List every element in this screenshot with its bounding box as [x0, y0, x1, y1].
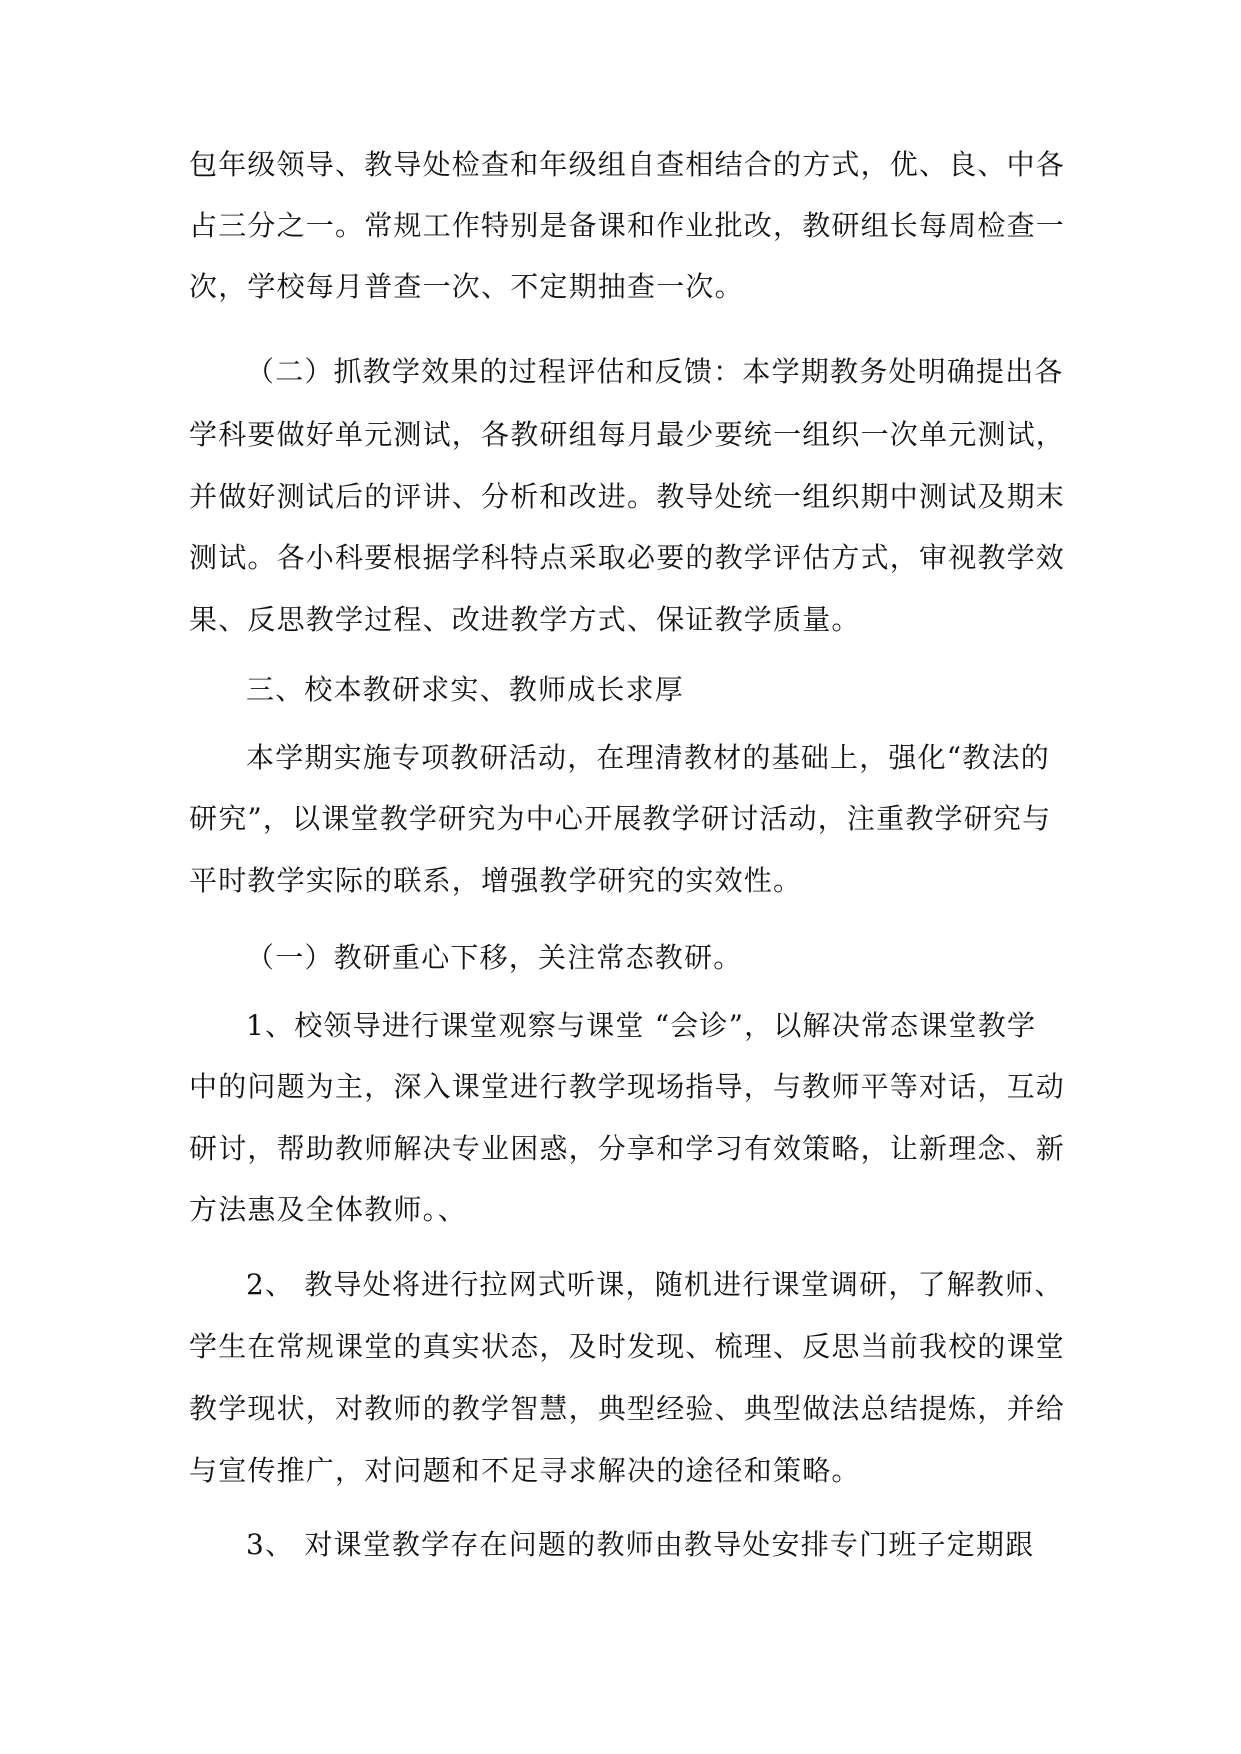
text-line: 果、反思教学过程、改进教学方式、保证教学质量。 [189, 603, 861, 636]
text-line: 2、 教导处将进行拉网式听课，随机进行课堂调研，了解教师、 [246, 1268, 1064, 1301]
text-line: 方法惠及全体教师。、 [189, 1193, 468, 1226]
text-line: 1、校领导进行课堂观察与课堂 “会诊”，以解决常态课堂教学 [246, 1009, 1037, 1042]
text-line: 本学期实施专项教研活动，在理清教材的基础上，强化“教法的 [246, 741, 1050, 774]
text-line: 并做好测试后的评讲、分析和改进。教导处统一组织期中测试及期末 [189, 480, 1066, 513]
text-line: 测试。各小科要根据学科特点采取必要的教学评估方式，审视教学效 [189, 541, 1066, 574]
text-line: 学科要做好单元测试，各教研组每月最少要统一组织一次单元测试， [189, 418, 1066, 451]
section-heading: 三、校本教研求实、教师成长求厚 [246, 673, 685, 706]
text-line: 研究”，以课堂教学研究为中心开展教学研讨活动，注重教学研究与 [189, 802, 1052, 835]
text-line: 占三分之一。常规工作特别是备课和作业批改，教研组长每周检查一 [189, 209, 1066, 242]
text-line: 研讨，帮助教师解决专业困惑，分享和学习有效策略，让新理念、新 [189, 1132, 1066, 1165]
text-line: 中的问题为主，深入课堂进行教学现场指导，与教师平等对话，互动 [189, 1070, 1066, 1103]
text-line: 包年级领导、教导处检查和年级组自查相结合的方式，优、良、中各 [189, 148, 1066, 181]
text-line: 3、 对课堂教学存在问题的教师由教导处安排专门班子定期跟 [246, 1528, 1035, 1561]
text-line: 教学现状，对教师的教学智慧，典型经验、典型做法总结提炼，并给 [189, 1392, 1066, 1425]
subsection-heading: （一）教研重心下移，关注常态教研。 [246, 941, 743, 974]
text-line: 与宣传推广，对问题和不足寻求解决的途径和策略。 [189, 1454, 861, 1487]
text-line: 学生在常规课堂的真实状态，及时发现、梳理、反思当前我校的课堂 [189, 1330, 1066, 1363]
text-line: （二）抓教学效果的过程评估和反馈：本学期教务处明确提出各 [246, 355, 1064, 388]
text-line: 平时教学实际的联系，增强教学研究的实效性。 [189, 864, 803, 897]
text-line: 次，学校每月普查一次、不定期抽查一次。 [189, 270, 744, 303]
